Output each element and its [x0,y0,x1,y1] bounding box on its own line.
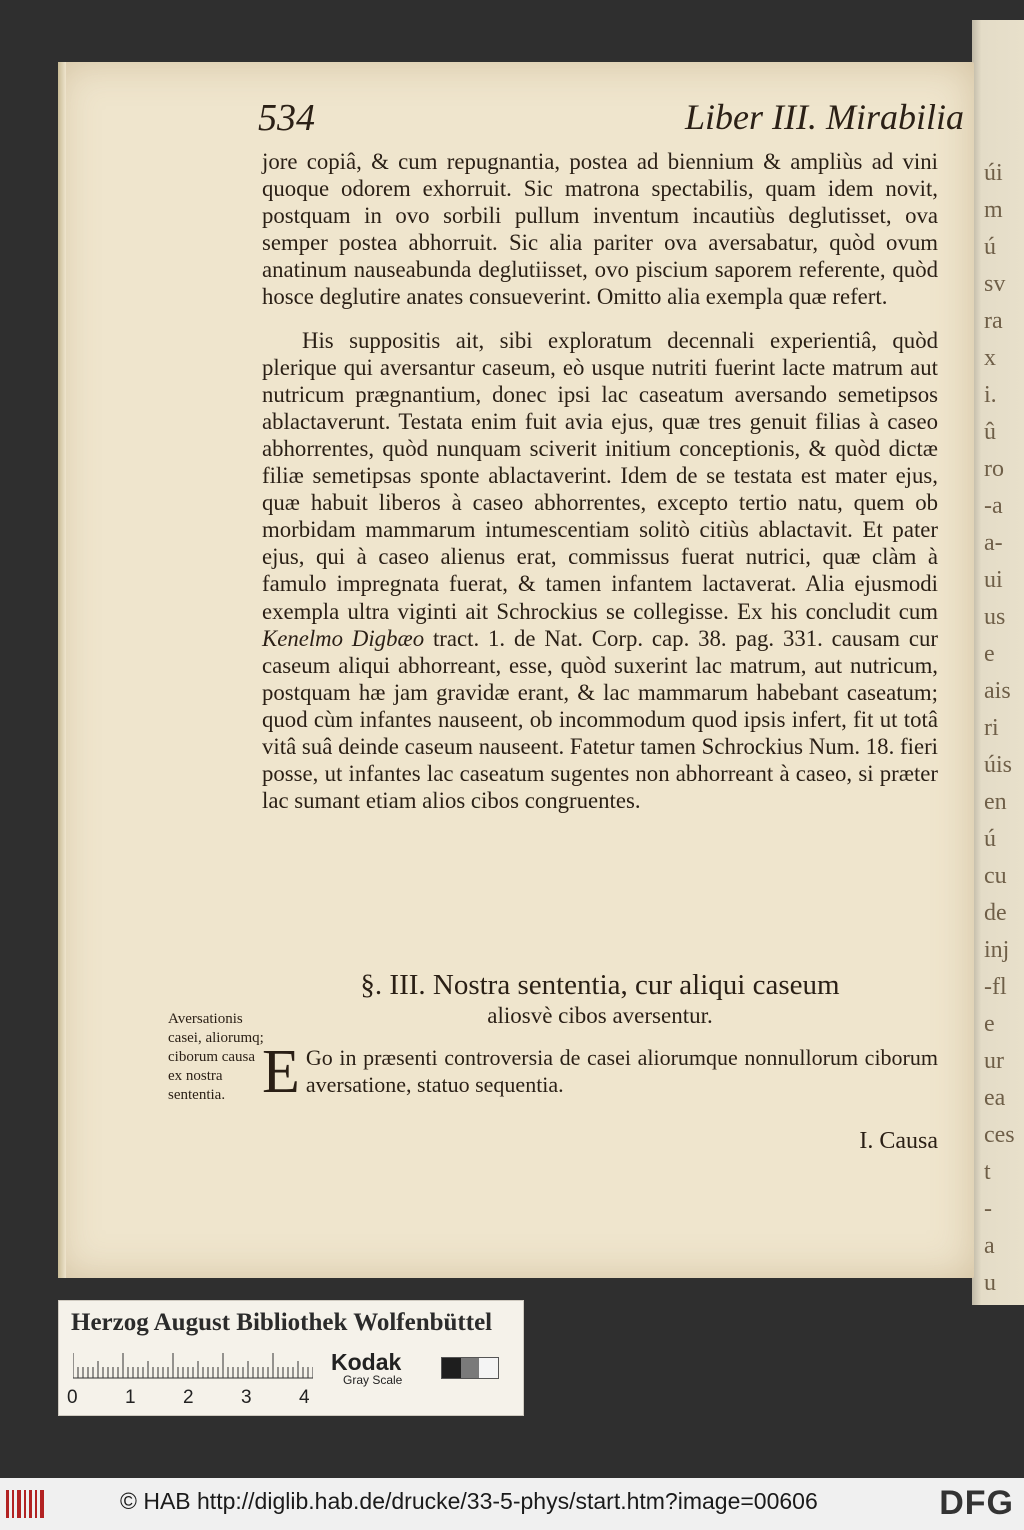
page-edge [58,62,66,1278]
adjacent-page-fragment: ro [984,456,1004,482]
section-body [262,1038,938,1106]
section-heading-line1: §. III. Nostra sententia, cur aliqui caseum [360,969,840,1001]
paragraph-2 [262,327,938,815]
footer-credit-link[interactable]: © HAB http://diglib.hab.de/drucke/33-5-phys/start.htm?image=00606 [120,1488,818,1514]
adjacent-page-fragment: x [984,345,996,371]
adjacent-page-fragment: ais [984,678,1011,704]
page-number: 534 [258,97,315,139]
adjacent-page-fragment: en [984,789,1007,815]
scale-number: 3 [241,1387,252,1408]
adjacent-page-fragment: us [984,604,1006,630]
adjacent-page-fragment: e [984,1011,995,1037]
kodak-logo: Kodak [331,1349,402,1375]
section-heading-line2: aliosvè cibos aversentur. [487,1003,713,1028]
gray-scale-swatches [441,1357,499,1379]
dfg-logo: DFG [939,1484,1014,1522]
adjacent-page-fragment: ea [984,1085,1006,1111]
adjacent-page-fragment: -a [984,493,1003,519]
scale-number: 4 [299,1387,310,1408]
adjacent-page-fragment: ú [984,234,996,260]
adjacent-page-fragment: - [984,1196,992,1222]
adjacent-page-fragment: u [984,1270,996,1296]
adjacent-page-strip [972,20,1024,1305]
adjacent-page-fragment: ui [984,567,1003,593]
swatch-gray [461,1358,480,1378]
footer-bar [0,1478,1024,1530]
adjacent-page-fragment: ces [984,1122,1015,1148]
adjacent-page-fragment: ra [984,308,1003,334]
swatch-black [442,1358,461,1378]
adjacent-page-fragment: de [984,900,1007,926]
hab-barcode-icon [6,1488,46,1520]
adjacent-page-fragment: -fl [984,974,1007,1000]
adjacent-page-fragment: m [984,197,1003,223]
adjacent-page-fragment: úi [984,160,1003,186]
adjacent-page-fragment: ur [984,1048,1004,1074]
drop-cap: E [262,1038,300,1106]
kodak-gray-scale-label: Gray Scale [343,1373,403,1387]
adjacent-page-fragment: a [984,1233,995,1259]
adjacent-page-fragment: û [984,419,996,445]
section-heading [262,968,938,1030]
section-body-text: Go in præsenti controversia de casei aliorumque nonnullorum ciborum aversatione, statuo sequentia. [305,1045,938,1097]
paragraph-2-pre: His suppositis ait, sibi exploratum decennali experientiâ, quòd plerique qui aversantur caseum, eò usque nutriti fuerint lacte matrum aut nutricum prægnantium, donec ipsi lac caseatum aversando semetipsos ablactaverunt. Testata enim fuit avia ejus, quæ tres genuit filias à caseo abhorrentes, quòd nunquam sciverit initium conceptionis, & quòd dictæ filiæ semetipsas sponte ablactaverint. Idem de se testata est mater ejus, quæ habuit liberos à caseo abhorrentes, excepto tertio natu, quem ob morbidam mammarum intumescentiam solitò citiùs ablactavit. Et pater ejus, qui à caseo alienus erat, commissus fuerat nutrici, quæ clàm à famulo impregnata fuerat, & tamen infantem lactaverat. Alia ejusmodi exempla ultra viginti ait Schrockius se collegisse. Ex his concludit cum [262,327,938,624]
adjacent-page-fragment: a- [984,530,1003,556]
adjacent-page-fragment: ú [984,826,996,852]
paragraph-2-italic: Kenelmo Digbæo [262,625,425,651]
library-name: Herzog August Bibliothek Wolfenbüttel [71,1309,493,1336]
scale-ruler [73,1353,313,1379]
paragraph-2-post: tract. 1. de Nat. Corp. cap. 38. pag. 331. causam cur caseum aliqui abhorreant, esse, quòd suxerint lac matrum, aut nutricum, postquam hæ jam gravidæ erant, & lac mammarum habebant caseatum; quod cùm infantes nauseent, ob incommodum quod ipsis infert, fit ut totâ vitâ suâ deinde caseum nauseent. Fatetur tamen Schrockius Num. 18. fieri posse, ut infantes lac caseatum sugentes non abhorreant à caseo, si præter lac sumant etiam alios cibos congruentes. [262,625,939,814]
main-text [262,148,938,814]
page-header [258,96,968,146]
running-title: Liber III. Mirabilia [685,97,964,137]
margin-note: Aversationis casei, aliorumq; ciborum causa ex nostra sententia. [168,1011,264,1103]
catchword: I. Causa [859,1128,938,1154]
adjacent-page-fragment: t [984,1159,991,1185]
adjacent-page-fragment: i. [984,382,997,408]
adjacent-page-fragment: ri [984,715,999,741]
paragraph-1: jore copiâ, & cum repugnantia, postea ad biennium & ampliùs ad vini quoque odorem exhorruit. Sic matrona spectabilis, quam idem novit, postquam in ovo sorbili pullum inventum incautiùs deglutisset, ova semper postea abhorruit. Sic alia pariter ova aversabatur, quòd ovum anatinum nauseabunda deglutiisset, ovo piscium saporem referente, quòd hosce deglutire anates consueverint. Omitto alia exempla quæ refert. [262,149,938,310]
scale-labels [67,1387,327,1411]
library-color-card [58,1300,524,1416]
scale-number: 2 [183,1387,194,1408]
adjacent-page-fragment: sv [984,271,1006,297]
swatch-white [479,1358,498,1378]
scale-number: 1 [125,1387,136,1408]
scale-number: 0 [67,1387,78,1408]
adjacent-page-fragment: inj [984,937,1010,963]
adjacent-page-fragment: e [984,641,995,667]
adjacent-page-fragment: úis [984,752,1013,778]
adjacent-page-fragment: cu [984,863,1007,889]
